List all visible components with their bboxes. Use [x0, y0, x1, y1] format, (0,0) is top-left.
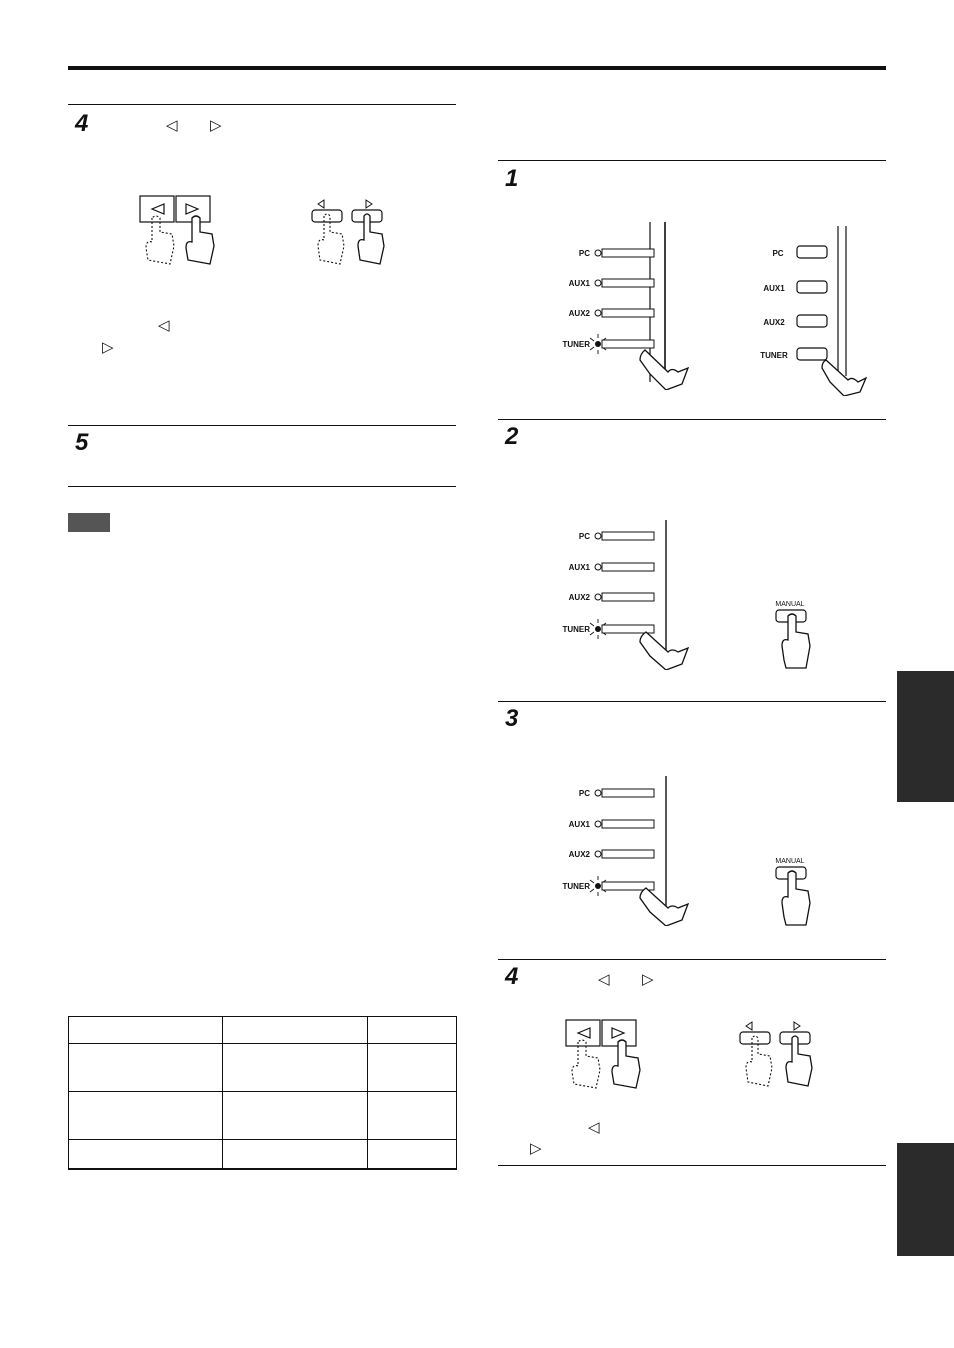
- step-divider: [68, 104, 456, 105]
- input-selector-front-panel: [550, 520, 700, 670]
- top-rule: [68, 66, 886, 70]
- selector-label: TUNER: [562, 340, 590, 349]
- step-number: 4: [505, 963, 519, 990]
- step-divider: [498, 701, 886, 702]
- input-selector-front-panel: [550, 222, 700, 390]
- selector-label: AUX1: [763, 284, 785, 293]
- triangle-left-icon: ◁: [598, 971, 610, 988]
- triangle-right-icon: ▷: [102, 339, 114, 356]
- table-cell: [368, 1092, 457, 1140]
- selector-label: AUX1: [568, 820, 590, 829]
- triangle-right-icon: ▷: [642, 971, 654, 988]
- table-cell: [368, 1044, 457, 1092]
- selector-label: AUX1: [568, 279, 590, 288]
- selector-label: AUX2: [568, 309, 590, 318]
- triangle-right-icon: ▷: [530, 1140, 542, 1157]
- selector-label: AUX2: [763, 318, 785, 327]
- selector-label: AUX2: [568, 593, 590, 602]
- step-divider: [498, 419, 886, 420]
- triangle-right-icon: ▷: [210, 117, 222, 134]
- table-cell: [223, 1092, 368, 1140]
- selector-label: AUX2: [568, 850, 590, 859]
- selector-label: TUNER: [562, 882, 590, 891]
- step-divider: [68, 486, 456, 487]
- remote-buttons-illustration: [300, 196, 400, 272]
- step-divider: [498, 959, 886, 960]
- step-number: 2: [505, 423, 519, 450]
- language-tab: [897, 1143, 954, 1256]
- step-number: 3: [505, 705, 519, 732]
- manual-button-label: MANUAL: [775, 858, 805, 865]
- table-cell: [223, 1140, 368, 1169]
- chapter-tab: [897, 671, 954, 802]
- step-number: 5: [75, 429, 89, 456]
- selector-label: PC: [578, 249, 590, 258]
- triangle-left-icon: ◁: [158, 317, 170, 334]
- manual-button-illustration: [764, 853, 818, 927]
- step-number: 4: [75, 110, 89, 137]
- step-divider: [498, 160, 886, 161]
- tuning-buttons-illustration: [130, 190, 240, 270]
- table-cell: [69, 1140, 223, 1169]
- triangle-left-icon: ◁: [166, 117, 178, 134]
- step-divider: [498, 1165, 886, 1166]
- tuning-buttons-illustration: [556, 1014, 666, 1094]
- input-selector-remote: [752, 226, 872, 396]
- remote-buttons-illustration: [728, 1018, 828, 1094]
- triangle-left-icon: ◁: [588, 1119, 600, 1136]
- step-divider: [68, 425, 456, 426]
- step-number: 1: [505, 165, 519, 192]
- table-cell: [223, 1044, 368, 1092]
- selector-label: AUX1: [568, 563, 590, 572]
- selector-label: TUNER: [760, 351, 788, 360]
- table-cell: [223, 1017, 368, 1044]
- selector-label: TUNER: [562, 625, 590, 634]
- table-cell: [69, 1017, 223, 1044]
- table-cell: [69, 1044, 223, 1092]
- manual-button-label: MANUAL: [775, 601, 805, 608]
- manual-button-illustration: [764, 596, 818, 670]
- input-selector-front-panel: [550, 776, 700, 926]
- table-cell: [368, 1140, 457, 1169]
- selector-label: PC: [772, 249, 784, 258]
- note-badge: [68, 513, 110, 532]
- selector-label: PC: [578, 532, 590, 541]
- selector-label: PC: [578, 789, 590, 798]
- table-cell: [69, 1092, 223, 1140]
- info-table: [68, 1016, 457, 1170]
- table-cell: [368, 1017, 457, 1044]
